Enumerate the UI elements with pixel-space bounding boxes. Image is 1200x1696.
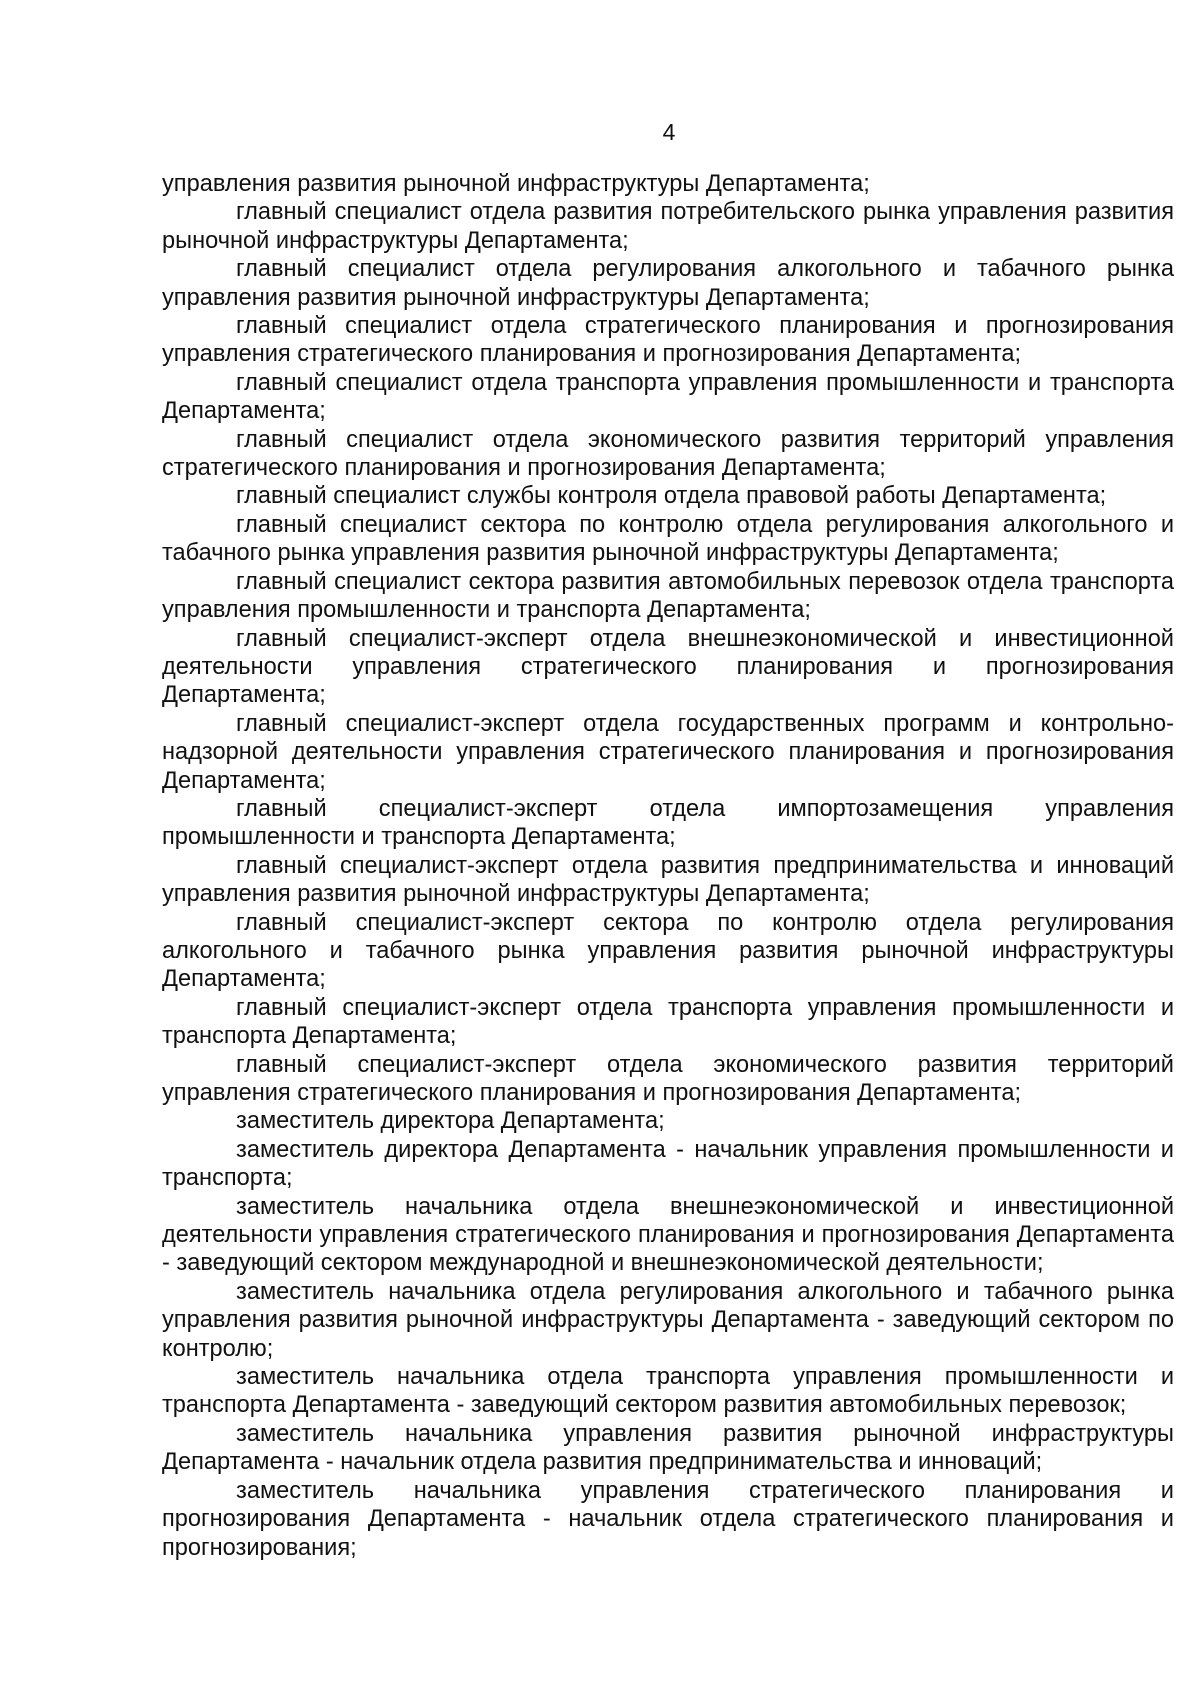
list-item: главный специалист службы контроля отдела правовой работы Департамента; — [236, 483, 1107, 510]
list-item: заместитель начальника отдела регулирования алкогольного и табачного рынка управления развития рыночной инфраструктуры Департамента - заведующий сектором по контролю; — [162, 1278, 1174, 1362]
list-item: главный специалист-эксперт сектора по контролю отдела регулирования алкогольного и табачного рынка управления развития рыночной инфраструктуры Департамента; — [162, 909, 1174, 993]
continuation-text: управления развития рыночной инфраструктуры Департамента; — [162, 171, 870, 197]
list-item: заместитель начальника отдела внешнеэкономической и инвестиционной деятельности управления стратегического планирования и прогнозирования Департамента - заведующий сектором международной и внешнеэкономической деятельности; — [162, 1193, 1174, 1277]
list-item: главный специалист-эксперт отдела внешнеэкономической и инвестиционной деятельности управления стратегического планирования и прогнозирования Департамента; — [162, 625, 1174, 709]
list-item: главный специалист отдела транспорта управления промышленности и транспорта Департамента; — [162, 369, 1174, 425]
list-item: главный специалист отдела стратегического планирования и прогнозирования управления стратегического планирования и прогнозирования Департамента; — [162, 313, 1174, 368]
list-item: главный специалист-эксперт отдела импортозамещения управления промышленности и транспорта Департамента; — [162, 795, 1174, 851]
list-item: главный специалист-эксперт отдела развития предпринимательства и инноваций управления развития рыночной инфраструктуры Департамента; — [162, 852, 1174, 908]
list-item: заместитель начальника управления развития рыночной инфраструктуры Департамента - начальник отдела развития предпринимательства и инноваций; — [162, 1420, 1174, 1476]
list-item: главный специалист отдела регулирования алкогольного и табачного рынка управления развития рыночной инфраструктуры Департамента; — [162, 256, 1174, 311]
list-item: заместитель начальника отдела транспорта управления промышленности и транспорта Департамента - заведующий сектором развития автомобильных перевозок; — [162, 1364, 1174, 1419]
list-item: заместитель директора Департамента - начальник управления промышленности и транспорта; — [162, 1136, 1174, 1192]
list-item: заместитель начальника управления стратегического планирования и прогнозирования Департамента - начальник отдела стратегического планирования и прогнозирования; — [162, 1477, 1174, 1561]
list-item: главный специалист-эксперт отдела экономического развития территорий управления стратегического планирования и прогнозирования Департамента; — [162, 1051, 1174, 1106]
list-item: главный специалист отдела экономического развития территорий управления стратегического планирования и прогнозирования Департамента; — [162, 426, 1174, 482]
list-item: главный специалист сектора по контролю отдела регулирования алкогольного и табачного рынка управления развития рыночной инфраструктуры Департамента; — [162, 511, 1174, 567]
page-number: 4 — [662, 119, 676, 145]
list-item: главный специалист-эксперт отдела государственных программ и контрольно-надзорной деятельности управления стратегического планирования и прогнозирования Департамента; — [162, 710, 1174, 794]
document-body — [162, 170, 1174, 1562]
list-item: заместитель директора Департамента; — [236, 1108, 665, 1135]
list-item: главный специалист отдела развития потребительского рынка управления развития рыночной инфраструктуры Департамента; — [162, 199, 1174, 254]
list-item: главный специалист сектора развития автомобильных перевозок отдела транспорта управления промышленности и транспорта Департамента; — [162, 568, 1174, 624]
list-item: главный специалист-эксперт отдела транспорта управления промышленности и транспорта Департамента; — [162, 994, 1174, 1050]
